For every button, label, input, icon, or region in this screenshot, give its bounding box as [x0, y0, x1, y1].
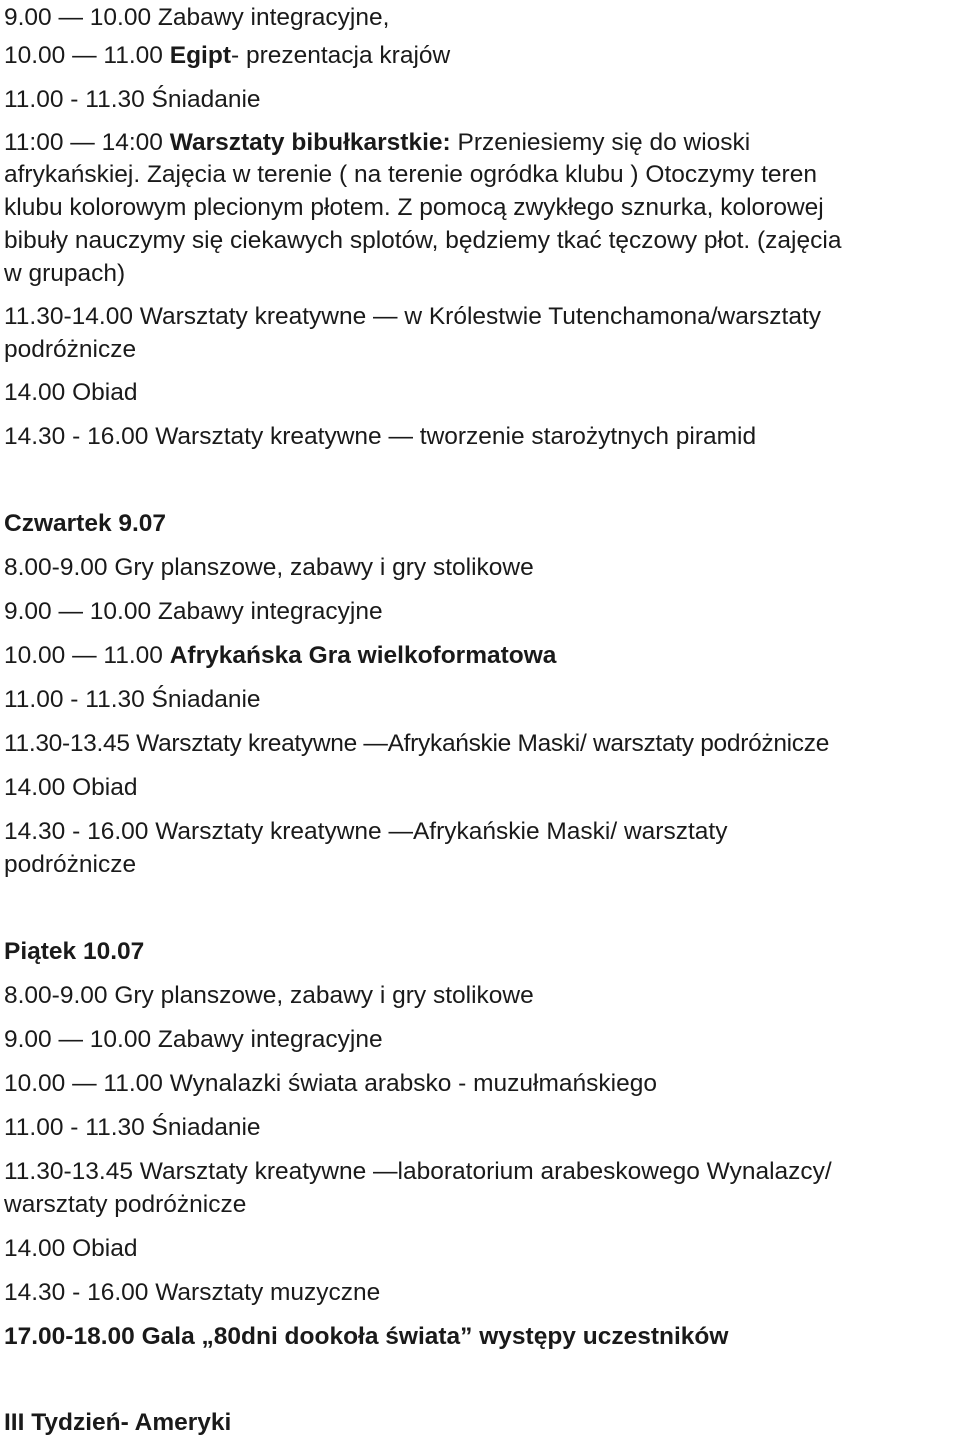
schedule-line: 14.00 Obiad [4, 1235, 138, 1262]
description-line: w grupach) [4, 260, 126, 287]
schedule-line: 11.30-13.45 Warsztaty kreatywne —laboratorium arabeskowego Wynalazcy/ [4, 1158, 832, 1185]
schedule-line-continuation: warsztaty podróżnicze [4, 1191, 247, 1218]
activity-title: Warsztaty bibułkarstkie: [169, 129, 451, 156]
schedule-line: 8.00-9.00 Gry planszowe, zabawy i gry stolikowe [4, 982, 534, 1009]
time-range: 11:00 — 14:00 [4, 129, 170, 156]
week-heading: III Tydzień- Ameryki [4, 1409, 232, 1436]
schedule-line: 14.30 - 16.00 Warsztaty kreatywne —Afrykańskie Maski/ warsztaty [4, 818, 728, 845]
schedule-line [4, 127, 960, 159]
time-range: 10.00 — 11.00 [4, 42, 170, 69]
schedule-line: 10.00 — 11.00 Wynalazki świata arabsko - muzułmańskiego [4, 1070, 657, 1097]
schedule-line: 11.00 - 11.30 Śniadanie [4, 86, 261, 113]
schedule-line: 14.00 Obiad [4, 774, 138, 801]
schedule-line: 14.30 - 16.00 Warsztaty muzyczne [4, 1279, 381, 1306]
schedule-line: 14.00 Obiad [4, 379, 138, 406]
day-heading: Piątek 10.07 [4, 938, 145, 965]
activity-description: Przeniesiemy się do wioski [450, 129, 751, 156]
day-heading: Czwartek 9.07 [4, 510, 167, 537]
schedule-line [4, 640, 960, 672]
description-line: bibuły nauczymy się ciekawych splotów, będziemy tkać tęczowy płot. (zajęcia [4, 227, 842, 254]
gala-line: 17.00-18.00 Gala „80dni dookoła świata” występy uczestników [4, 1323, 729, 1350]
schedule-line [4, 40, 960, 72]
schedule-line-continuation: podróżnicze [4, 336, 137, 363]
schedule-line: 11.30-14.00 Warsztaty kreatywne — w Królestwie Tutenchamona/warsztaty [4, 303, 822, 330]
schedule-line-continuation: podróżnicze [4, 851, 137, 878]
activity-description: - prezentacja krajów [230, 42, 451, 69]
activity-title: Afrykańska Gra wielkoformatowa [169, 642, 557, 669]
schedule-line: 11.30-13.45 Warsztaty kreatywne —Afrykańskie Maski/ warsztaty podróżnicze [4, 730, 830, 757]
schedule-line: 14.30 - 16.00 Warsztaty kreatywne — tworzenie starożytnych piramid [4, 423, 757, 450]
schedule-line: 9.00 — 10.00 Zabawy integracyjne, [4, 4, 390, 31]
schedule-line: 9.00 — 10.00 Zabawy integracyjne [4, 598, 383, 625]
description-line: afrykańskiej. Zajęcia w terenie ( na terenie ogródka klubu ) Otoczymy teren [4, 161, 817, 188]
description-line: klubu kolorowym plecionym płotem. Z pomocą zwykłego sznurka, kolorowej [4, 194, 824, 221]
schedule-line: 9.00 — 10.00 Zabawy integracyjne [4, 1026, 383, 1053]
time-range: 10.00 — 11.00 [4, 642, 170, 669]
schedule-line: 11.00 - 11.30 Śniadanie [4, 1114, 261, 1141]
schedule-line: 11.00 - 11.30 Śniadanie [4, 686, 261, 713]
schedule-line: 8.00-9.00 Gry planszowe, zabawy i gry stolikowe [4, 554, 534, 581]
activity-title: Egipt [169, 42, 231, 69]
